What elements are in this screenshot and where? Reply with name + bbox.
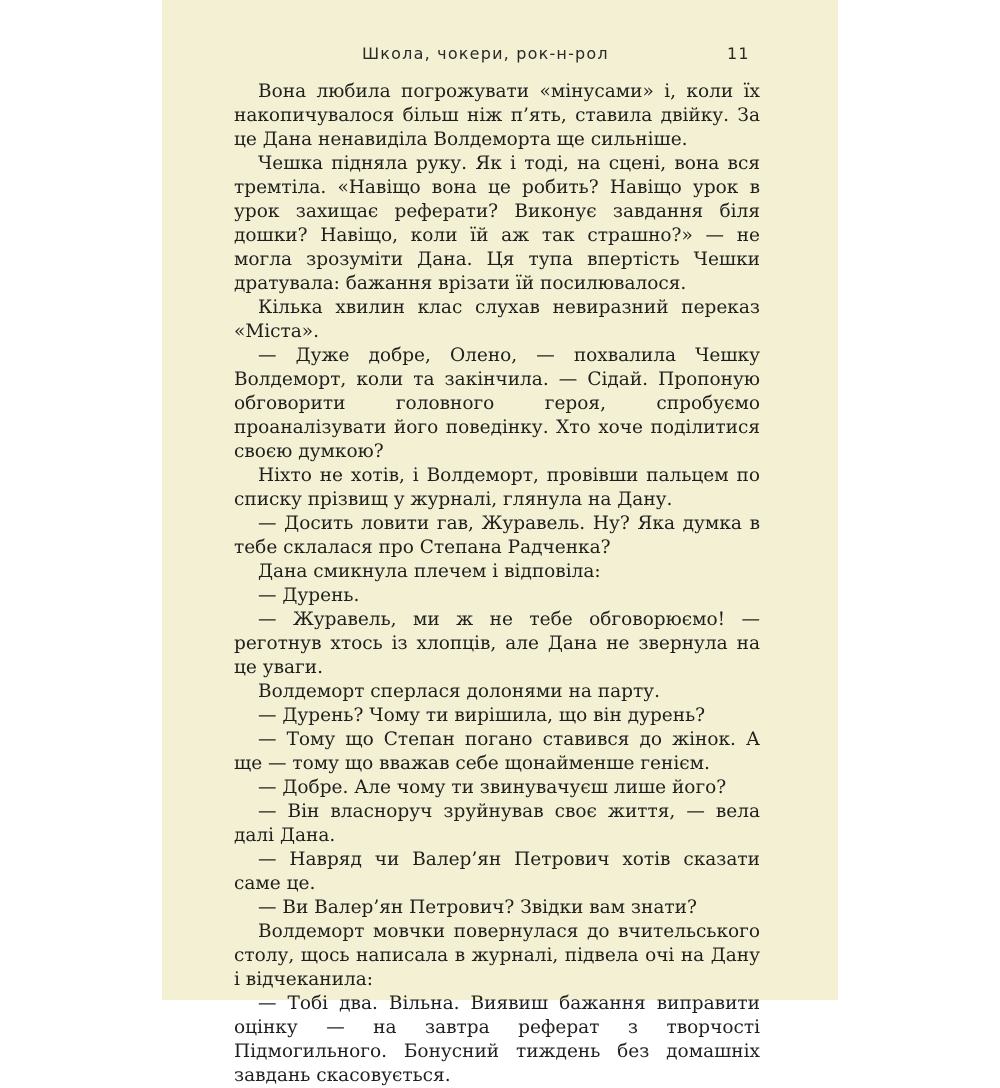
running-head [162,44,838,72]
paragraph: Ніхто не хотів, і Волдеморт, провівши пальцем по списку прізвищ у журналі, глянула на Дану. [234,465,760,510]
paragraph: — Дурень. [258,585,360,606]
paragraph: — Тобі два. Вільна. Виявиш бажання виправити оцінку — на завтра реферат з творчості Підмогильного. Бонусний тиждень без домашніх завдань скасовується. [234,993,760,1086]
paragraph: — Ви Валер’ян Петрович? Звідки вам знати? [258,897,697,918]
body-text [234,80,760,1088]
paragraph: — Він власноруч зруйнував своє життя, — вела далі Дана. [234,801,760,846]
paragraph: Чешка підняла руку. Як і тоді, на сцені, вона вся тремтіла. «Навіщо вона це робить? Навіщо урок в урок захищає реферати? Виконує завдання біля дошки? Навіщо, коли їй аж так страшно?» — не могла зрозуміти Дана. Ця тупа впертість Чешки дратувала: бажання врізати їй посилювалося. [234,153,760,294]
paragraph: Вона любила погрожувати «мінусами» і, коли їх накопичувалося більш ніж п’ять, ставила двійку. За це Дана ненавиділа Волдеморта ще сильніше. [234,81,760,150]
paragraph: — Навряд чи Валер’ян Петрович хотів сказати саме це. [234,849,760,894]
page-number: 11 [727,44,750,63]
paragraph: — Дурень? Чому ти вирішила, що він дурень? [258,705,706,726]
paragraph: — Добре. Але чому ти звинувачуєш лише його? [258,777,727,798]
book-page [162,0,838,1086]
paragraph: Волдеморт мовчки повернулася до вчительського столу, щось написала в журналі, підвела очі на Дану і відчеканила: [234,921,760,990]
paragraph: — Досить ловити гав, Журавель. Ну? Яка думка в тебе склалася про Степана Радченка? [234,513,760,558]
paragraph: Кілька хвилин клас слухав невиразний переказ «Міста». [234,297,760,342]
running-title: Школа, чокери, рок-н-рол [362,44,609,63]
paragraph: — Тому що Степан погано ставився до жінок. А ще — тому що вважав себе щонайменше генієм. [234,729,760,774]
paragraph: — Дуже добре, Олено, — похвалила Чешку Волдеморт, коли та закінчила. — Сідай. Пропоную обговорити головного героя, спробуємо проаналізувати його поведінку. Хто хоче поділитися своєю думкою? [234,345,760,462]
paragraph: Волдеморт сперлася долонями на парту. [258,681,660,702]
paragraph: — Журавель, ми ж не тебе обговорюємо! — реготнув хтось із хлопців, але Дана не звернула на це уваги. [234,609,760,678]
paragraph: Дана смикнула плечем і відповіла: [258,561,601,582]
